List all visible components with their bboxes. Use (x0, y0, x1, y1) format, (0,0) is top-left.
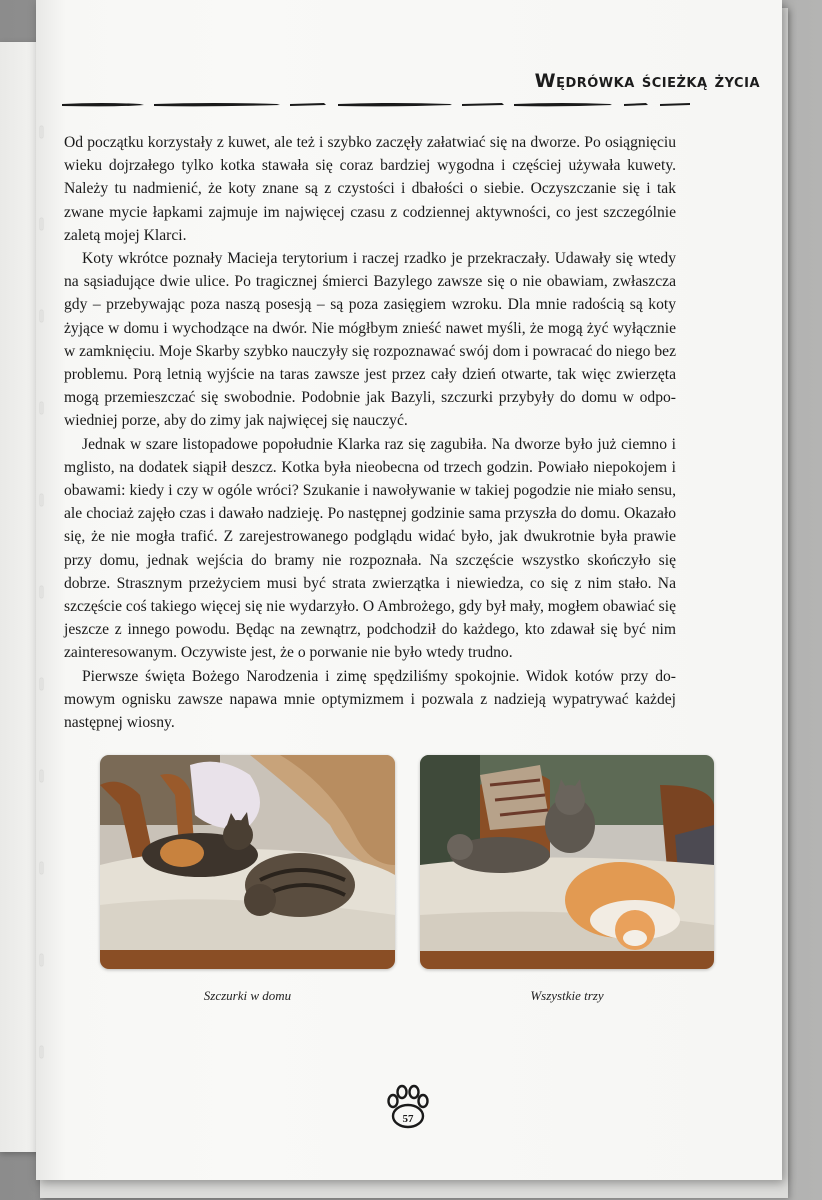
binding-stitch (40, 402, 43, 414)
photo-three-cats-on-bench (420, 755, 714, 969)
photo-two-cats-on-bench (100, 755, 395, 969)
binding-stitch (40, 770, 43, 782)
photo-illustration (100, 755, 395, 969)
binding-stitch (40, 218, 43, 230)
body-text (64, 131, 676, 734)
header-brush-rule (62, 101, 690, 107)
paragraph: Pierwsze święta Bożego Narodzenia i zimę spędziliśmy spokojnie. Widok kotów przy domowym ognisku zawsze napawa mnie optymizmem i pozwala z nadzieją wypatrywać każdej następnej wiosny. (64, 667, 676, 732)
photo-illustration (420, 755, 714, 969)
paragraph: Od początku korzystały z kuwet, ale też i szybko zaczęły załatwiać się na dworze. Po osiągnięciu wieku dojrzałego tylko kotka stawała się coraz bardziej wygodna i częściej używała kuwety. Należy tu nadmienić, że koty znane są z czystości i dbałości o siebie. Oczyszczanie się i tak zwane mycie łapkami zajmuje im najwięcej czasu z codziennej aktywności, co jest szczególnie zaletą mojej Klarci. (64, 134, 676, 244)
binding-stitch (40, 494, 43, 506)
binding-stitch (40, 126, 43, 138)
paragraph: Koty wkrótce poznały Macieja terytorium i raczej rzadko je przekraczały. Udawały się wtedy na sąsiadujące dwie ulice. Po tragicznej śmierci Bazylego zawsze się o nie obawiam, zwłaszcza gdy – przebywając poza naszą posesją – są poza zasięgiem wzroku. Dla mnie radością są koty żyjące w domu i wychodzące na dwór. Nie mógłbym znieść nawet myśli, że mogą żyć wyłącznie w zamknięciu. Moje Skarby szybko nauczyły się rozpoznawać swój dom i powracać do niego bez problemu. Porą letnią wyjście na taras zawsze jest przez cały dzień otwarte, tak więc zwierzęta mogą przemieszczać się swobodnie. Podobnie jak Bazyli, szczurki przybyły do domu w odpowiedniej porze, aby do zimy jak najwięcej się nauczyć. (64, 250, 676, 430)
binding-stitch (40, 1046, 43, 1058)
photo-caption: Wszystkie trzy (530, 988, 604, 1003)
photo-caption: Szczurki w domu (203, 988, 292, 1003)
paragraph: Jednak w szare listopadowe popołudnie Klarka raz się zagubiła. Na dworze było już ciemno i mglisto, na dodatek siąpił deszcz. Kotka była nieobecna od trzech godzin. Powiało niepokojem i obawami: kiedy i czy w ogóle wróci? Szukanie i nawoływanie w takiej pogodzie nie miało sensu, ale chociaż zajęło czas i dawało nadzieję. Po następnej godzinie sama przyszła do domu. Okazało się, że nie mogła trafić. Z zarejestrowanego podglądu widać było, jak dwukrotnie była prawie przy domu, jednak wejścia do bramy nie rozpoznała. Na szczęście wszystko skończyło się dobrze. Strasznym przeżyciem musi być strata zwierzątka i niewiedza, co się z nim stało. Na szczęście coś takiego więcej się nie wydarzyło. O Ambrożego, gdy był mały, mogłem obawiać się jeszcze z innego powodu. Będąc na zewnątrz, podchodził do każdego, kto zdawał się być nim zainteresowanym. Oczywiste jest, że o porwanie nie było wtedy trudno. (64, 435, 676, 662)
binding-stitch (40, 862, 43, 874)
binding-stitch (40, 954, 43, 966)
binding-stitch (40, 678, 43, 690)
page-number: 57 (402, 1113, 414, 1125)
running-header-title: Wędrówka ścieżką życia (534, 70, 760, 92)
binding-stitch (40, 310, 43, 322)
binding-stitch (40, 586, 43, 598)
